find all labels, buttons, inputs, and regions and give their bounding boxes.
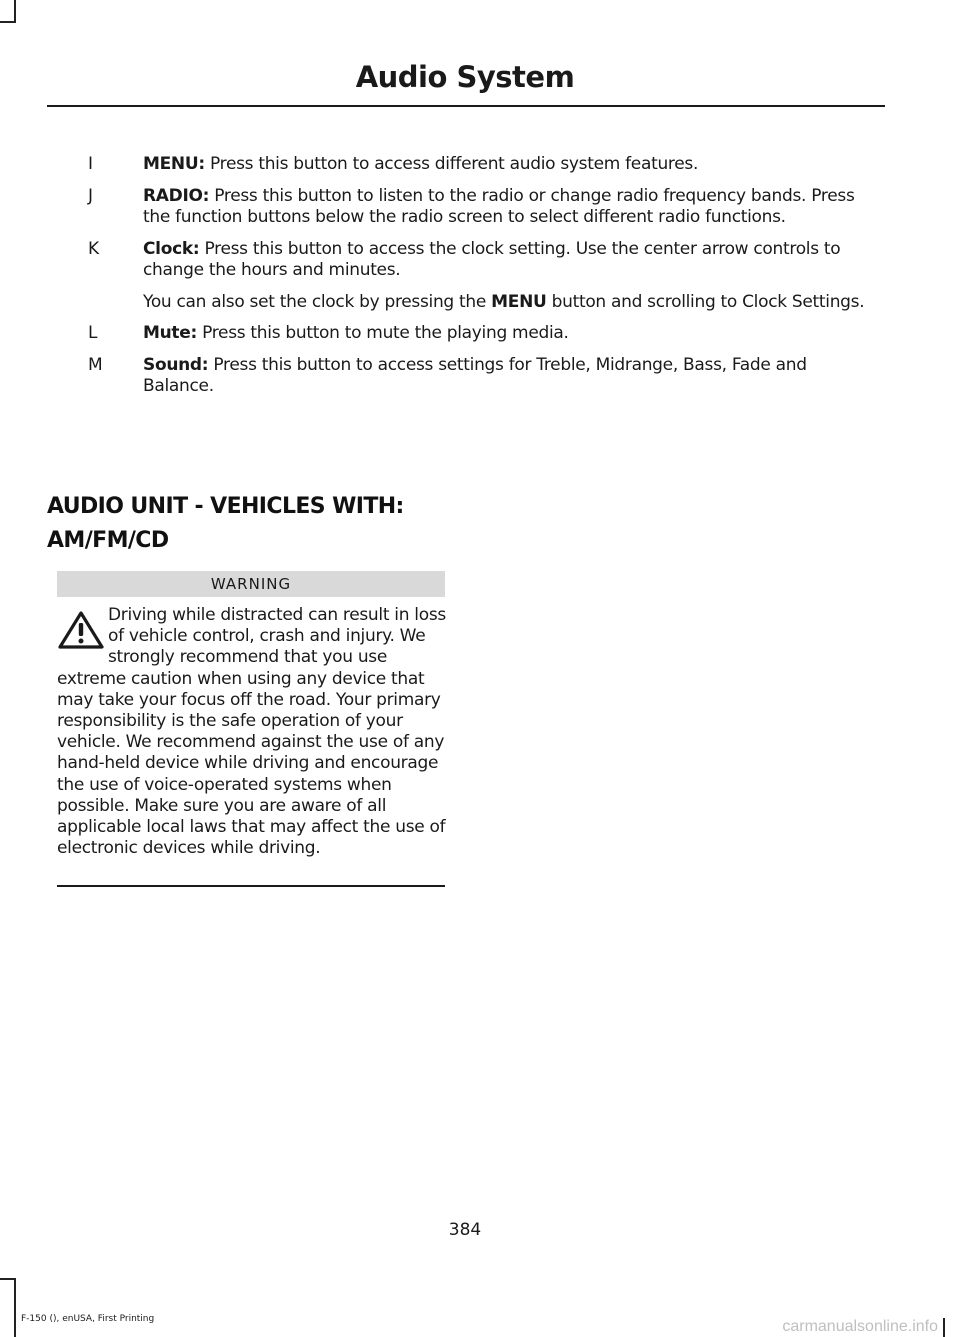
item-text: Press this button to access settings for Treble, Midrange, Bass, Fade and Balance.: [143, 354, 807, 396]
footer-text: F-150 (), enUSA, First Printing: [21, 1314, 155, 1324]
item-letter: K: [88, 238, 100, 259]
item-text: Press this button to access different audio system features.: [204, 154, 699, 174]
header-divider: [47, 105, 885, 107]
crop-mark: [0, 1278, 16, 1280]
watermark: carmanualsonline.info: [782, 1318, 938, 1335]
item-term: MENU: [491, 291, 547, 312]
crop-mark: [0, 21, 16, 23]
item-letter: I: [88, 154, 94, 174]
warning-label: WARNING: [57, 571, 445, 597]
page-title: Audio System: [355, 60, 575, 94]
item-term: Sound:: [143, 354, 209, 375]
warning-text: Driving while distracted can result in loss of vehicle control, crash and injury. We strongly recommend that you use extreme caution when using any device that may take your focus off the road. Your primary responsibility is the safe operation of your vehicle. We recommend against the use of any hand-held device while driving and encourage the use of voice-operated systems when possible. Make sure you are aware of all applicable local laws that may affect the use of electronic devices while driving.: [57, 605, 446, 859]
item-term: RADIO:: [143, 185, 210, 206]
warning-divider: [57, 885, 445, 887]
list-item: [88, 239, 878, 314]
item-term: MENU:: [143, 154, 205, 174]
item-text: Press this button to listen to the radio or change radio frequency bands. Press the function buttons below the radio screen to select different radio functions.: [143, 185, 855, 227]
button-description-list: [88, 154, 878, 408]
item-text: Press this button to access the clock setting. Use the center arrow controls to change the hours and minutes.: [143, 238, 841, 280]
item-text: Press this button to mute the playing media.: [196, 323, 569, 343]
crop-mark: [14, 1278, 16, 1337]
list-item: [88, 323, 878, 345]
crop-mark: [943, 1318, 945, 1337]
item-letter: M: [88, 354, 103, 375]
list-item: [88, 355, 878, 398]
item-term: Mute:: [143, 323, 197, 343]
crop-mark: [14, 0, 16, 22]
item-note: You can also set the clock by pressing the MENU button and scrolling to Clock Settings.: [143, 291, 865, 312]
item-letter: L: [88, 323, 98, 343]
item-letter: J: [88, 185, 94, 206]
list-item: [88, 186, 878, 229]
section-heading: AUDIO UNIT - VEHICLES WITH: AM/FM/CD: [47, 494, 404, 553]
page-number: 384: [448, 1220, 482, 1240]
item-term: Clock:: [143, 238, 200, 259]
list-item: [88, 154, 878, 176]
